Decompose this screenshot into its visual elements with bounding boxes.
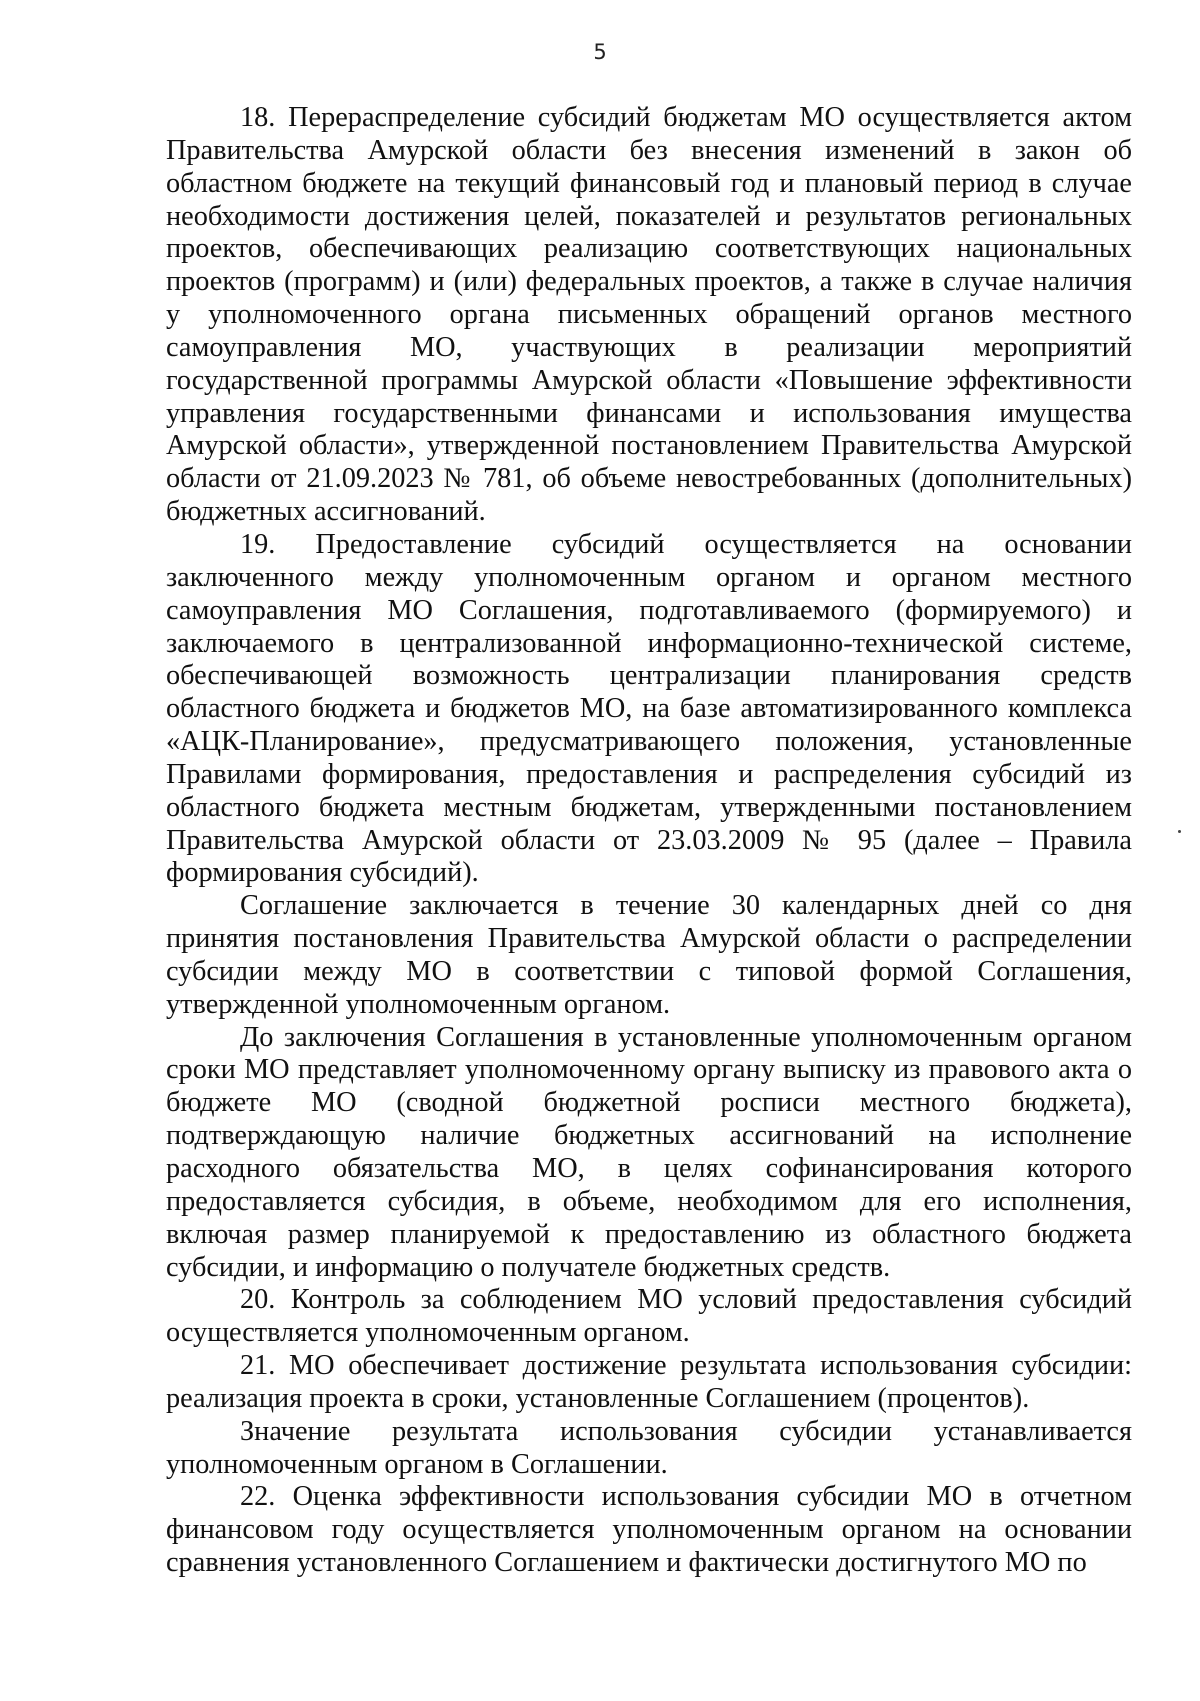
document-body (166, 102, 1132, 1580)
paragraph-21: 21. МО обеспечивает достижение результата использования субсидии: реализация проекта в сроки, установленные Соглашением (процентов). (166, 1350, 1132, 1414)
page-number: 5 (593, 40, 607, 64)
paragraph-20: 20. Контроль за соблюдением МО условий предоставления субсидий осуществляется уполномоченным органом. (166, 1284, 1132, 1349)
paragraph-before-agreement: До заключения Соглашения в установленные уполномоченным органом сроки МО представляет уполномоченному органу выписку из правового акта о бюджете МО (сводной бюджетной росписи местного бюджета), подтверждающую наличие бюджетных ассигнований на исполнение расходного обязательства МО, в целях софинансирования которого предоставляется субсидия, в объеме, необходимом для его исполнения, включая размер планируемой к предоставлению из областного бюджета субсидии, и информацию о получателе бюджетных средств. (166, 1021, 1132, 1283)
paragraph-agreement-term: Соглашение заключается в течение 30 календарных дней со дня принятия постановления Правительства Амурской области о распределении субсидии между МО в соответствии с типовой формой Соглашения, утвержденной уполномоченным органом. (166, 890, 1132, 1020)
paragraph-19: 19. Предоставление субсидий осуществляется на основании заключенного между уполномоченным органом и органом местного самоуправления МО Соглашения, подготавливаемого (формируемого) и заключаемого в централизованной информационно-технической системе, обеспечивающей возможность централизации планирования средств областного бюджета и бюджетов МО, на базе автоматизированного комплекса «АЦК-Планирование», предусматривающего положения, установленные Правилами формирования, предоставления и распределения субсидий из областного бюджета местным бюджетам, утвержденными постановлением Правительства Амурской области от 23.03.2009 № 95 (далее – Правила формирования субсидий). (166, 528, 1132, 889)
paragraph-result-value: Значение результата использования субсидии устанавливается уполномоченным органом в Соглашении. (166, 1415, 1132, 1480)
paragraph-22: 22. Оценка эффективности использования субсидии МО в отчетном финансовом году осуществляется уполномоченным органом на основании сравнения установленного Соглашением и фактически достигнутого МО по (166, 1481, 1132, 1579)
paragraph-18: 18. Перераспределение субсидий бюджетам МО осуществляется актом Правительства Амурской области без внесения изменений в закон об областном бюджете на текущий финансовый год и плановый период в случае необходимости достижения целей, показателей и результатов региональных проектов, обеспечивающих реализацию соответствующих национальных проектов (программ) и (или) федеральных проектов, а также в случае наличия у уполномоченного органа письменных обращений органов местного самоуправления МО, участвующих в реализации мероприятий государственной программы Амурской области «Повышение эффективности управления государственными финансами и использования имущества Амурской области», утвержденной постановлением Правительства Амурской области от 21.09.2023 № 781, об объеме невостребованных (дополнительных) бюджетных ассигнований. (166, 102, 1132, 528)
scan-speck (1178, 830, 1181, 833)
